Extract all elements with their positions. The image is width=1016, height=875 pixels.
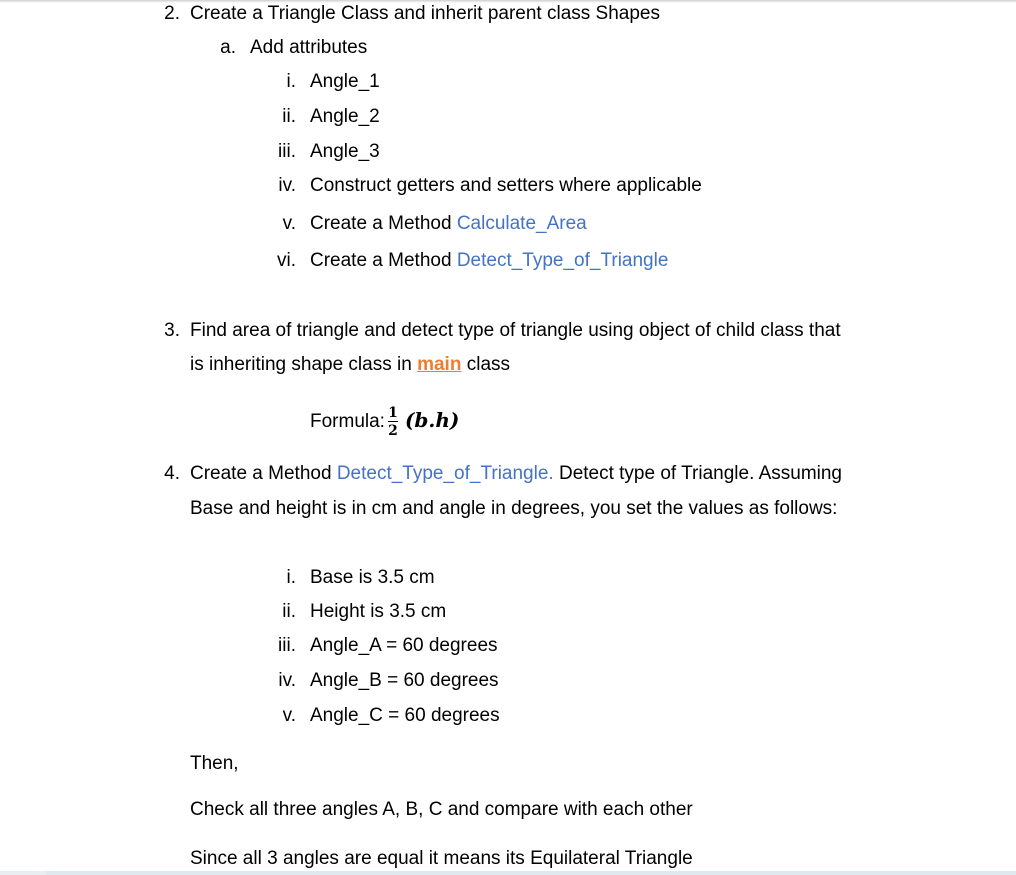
check-text: Check all three angles A, B, C and compare with each other — [190, 799, 693, 820]
item-2a-i-text: Angle_1 — [310, 71, 380, 92]
value-ii-marker: ii. — [282, 601, 296, 622]
item-2a-text: Add attributes — [250, 37, 368, 58]
item-2a-i-marker: i. — [286, 71, 296, 92]
formula-label: Formula: — [310, 411, 385, 432]
formula — [310, 402, 459, 438]
method-calculate-area: Calculate_Area — [456, 213, 587, 234]
item-2a-vi-prefix: Create a Method — [310, 250, 457, 271]
value-v-marker: v. — [282, 705, 296, 726]
item-2-text: Create a Triangle Class and inherit parent class Shapes — [190, 3, 660, 24]
item-2-number: 2. — [164, 3, 180, 24]
then-text: Then, — [190, 753, 239, 774]
conclusion-text: Since all 3 angles are equal it means its Equilateral Triangle — [190, 848, 693, 869]
item-3-line2-suffix: class — [461, 354, 511, 375]
item-3-line2 — [190, 353, 510, 377]
item-2a-marker: a. — [220, 37, 236, 58]
item-3-number: 3. — [164, 320, 180, 341]
item-2a-v-prefix: Create a Method — [310, 213, 457, 234]
item-4-line1 — [190, 462, 842, 486]
item-2a-ii-text: Angle_2 — [310, 106, 380, 127]
main-class-link[interactable]: main — [417, 354, 462, 375]
formula-fraction — [387, 405, 399, 439]
item-2a-ii-marker: ii. — [282, 106, 296, 127]
item-2a-iv-marker: iv. — [278, 175, 296, 196]
page-bottom-edge-segment — [46, 871, 1016, 875]
value-angle-b: Angle_B = 60 degrees — [310, 670, 499, 691]
value-iii-marker: iii. — [278, 635, 296, 656]
value-angle-c: Angle_C = 60 degrees — [310, 705, 500, 726]
method-detect-type: Detect_Type_of_Triangle — [456, 250, 669, 271]
formula-denominator: 2 — [388, 422, 398, 439]
item-4-line1-suffix: Detect type of Triangle. Assuming — [553, 463, 842, 484]
item-2a-v-marker: v. — [282, 213, 296, 234]
value-base: Base is 3.5 cm — [310, 567, 435, 588]
value-iv-marker: iv. — [278, 670, 296, 691]
formula-expression: (b.h) — [404, 408, 460, 432]
item-4-line2: Base and height is in cm and angle in degrees, you set the values as follows: — [190, 498, 838, 519]
item-2a-vi-line — [310, 249, 668, 273]
value-angle-a: Angle_A = 60 degrees — [310, 635, 498, 656]
item-2a-iii-marker: iii. — [278, 141, 296, 162]
item-2a-iii-text: Angle_3 — [310, 141, 380, 162]
item-3-line1: Find area of triangle and detect type of triangle using object of child class that — [190, 320, 841, 341]
item-2a-v-line — [310, 212, 587, 236]
page-bottom-edge — [0, 871, 1016, 875]
item-4-line1-prefix: Create a Method — [190, 463, 337, 484]
item-2a-iv-text: Construct getters and setters where applicable — [310, 175, 702, 196]
item-4-number: 4. — [164, 463, 180, 484]
method-detect-type-ref: Detect_Type_of_Triangle. — [336, 463, 554, 484]
item-2a-vi-marker: vi. — [277, 250, 296, 271]
value-i-marker: i. — [286, 567, 296, 588]
value-height: Height is 3.5 cm — [310, 601, 447, 622]
item-3-line2-prefix: is inheriting shape class in — [190, 354, 418, 375]
formula-numerator: 1 — [388, 404, 398, 421]
